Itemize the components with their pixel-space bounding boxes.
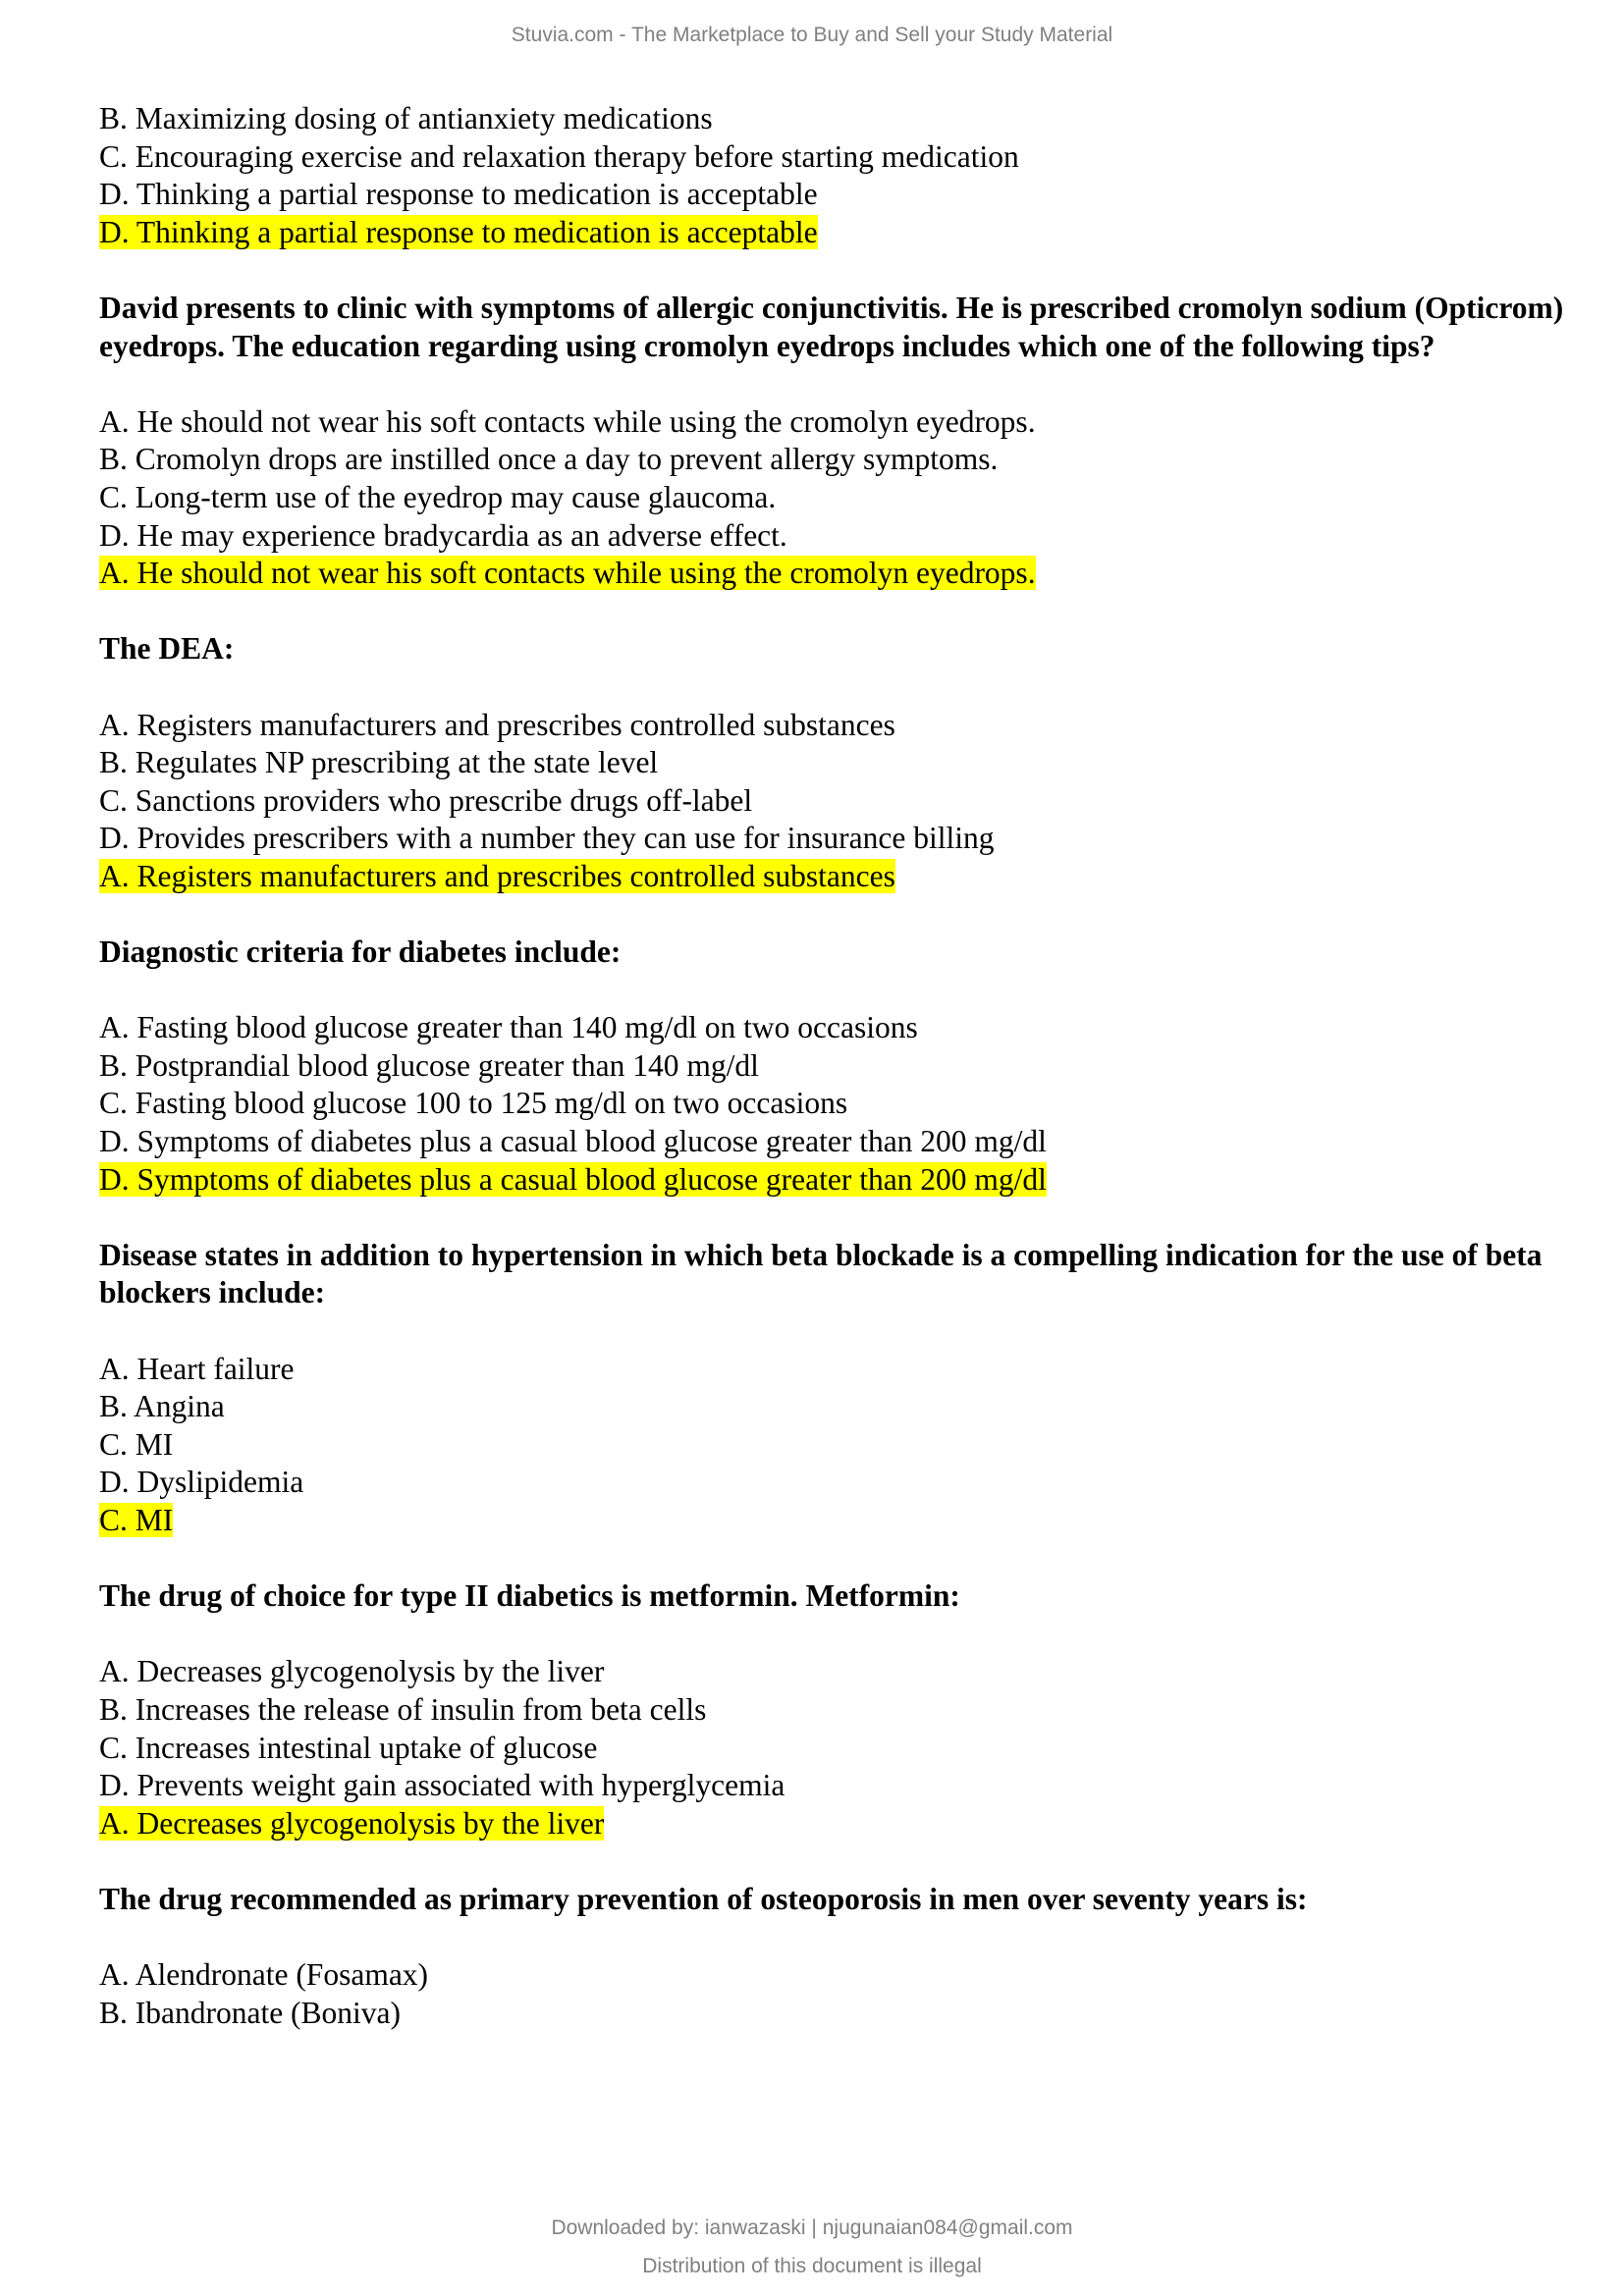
correct-answer xyxy=(99,1502,1592,1540)
answer-option: D. Provides prescribers with a number they can use for insurance billing xyxy=(99,821,995,856)
question-stem: David presents to clinic with symptoms of allergic conjunctivitis. He is prescribed cromolyn sodium (Opticrom) eyedrops. The education regarding using cromolyn eyedrops includes which one of the following tips? xyxy=(99,290,1564,363)
spacer xyxy=(99,668,1592,707)
spacer xyxy=(99,1199,1592,1237)
correct-answer xyxy=(99,1805,1592,1843)
answer-option: A. He should not wear his soft contacts while using the cromolyn eyedrops. xyxy=(99,403,1036,439)
answer-highlight: A. Registers manufacturers and prescribes controlled substances xyxy=(99,858,895,893)
answer-option: D. Dyslipidemia xyxy=(99,1465,304,1500)
answer-option: D. Thinking a partial response to medication is acceptable xyxy=(99,177,818,212)
correct-answer xyxy=(99,555,1592,593)
answer-highlight: D. Thinking a partial response to medication is acceptable xyxy=(99,214,818,249)
answer-option: C. Increases intestinal uptake of glucose xyxy=(99,1730,598,1765)
answer-option: A. Heart failure xyxy=(99,1351,295,1386)
answer-option: A. Alendronate (Fosamax) xyxy=(99,1957,429,1993)
question-stem: Disease states in addition to hypertension in which beta blockade is a compelling indication for the use of beta blockers include: xyxy=(99,1237,1543,1310)
question-stem: The drug recommended as primary prevention of osteoporosis in men over seventy years is: xyxy=(99,1881,1308,1916)
answer-option: A. Fasting blood glucose greater than 140 mg/dl on two occasions xyxy=(99,1010,918,1045)
answer-option: C. Encouraging exercise and relaxation therapy before starting medication xyxy=(99,138,1019,174)
spacer xyxy=(99,251,1592,290)
correct-answer xyxy=(99,858,1592,896)
answer-highlight: C. MI xyxy=(99,1502,174,1537)
answer-option: B. Postprandial blood glucose greater than 140 mg/dl xyxy=(99,1047,759,1083)
question-stem: The DEA: xyxy=(99,631,235,667)
answer-highlight: A. Decreases glycogenolysis by the liver xyxy=(99,1805,605,1841)
answer-option: D. Prevents weight gain associated with hyperglycemia xyxy=(99,1768,785,1803)
answer-option: B. Ibandronate (Boniva) xyxy=(99,1995,402,2030)
spacer xyxy=(99,593,1592,631)
answer-option: B. Regulates NP prescribing at the state level xyxy=(99,745,659,780)
spacer xyxy=(99,972,1592,1010)
answer-option: A. Decreases glycogenolysis by the liver xyxy=(99,1654,605,1689)
footer-downloaded-by: Downloaded by: ianwazaski | njugunaian084@gmail.com xyxy=(551,2216,1073,2239)
spacer xyxy=(99,1540,1592,1578)
spacer xyxy=(99,365,1592,403)
question-stem: The drug of choice for type II diabetics is metformin. Metformin: xyxy=(99,1578,960,1614)
document-body xyxy=(99,100,1592,2032)
question-stem: Diagnostic criteria for diabetes include: xyxy=(99,934,622,970)
spacer xyxy=(99,1616,1592,1654)
correct-answer xyxy=(99,214,1592,252)
spacer xyxy=(99,895,1592,934)
answer-option: B. Angina xyxy=(99,1389,225,1424)
answer-highlight: D. Symptoms of diabetes plus a casual blood glucose greater than 200 mg/dl xyxy=(99,1161,1047,1197)
answer-option: C. Sanctions providers who prescribe drugs off-label xyxy=(99,782,753,818)
page-header: Stuvia.com - The Marketplace to Buy and Sell your Study Material xyxy=(511,24,1113,46)
correct-answer xyxy=(99,1161,1592,1200)
answer-option: D. Symptoms of diabetes plus a casual blood glucose greater than 200 mg/dl xyxy=(99,1124,1047,1159)
answer-option: C. MI xyxy=(99,1426,174,1462)
answer-option: C. Long-term use of the eyedrop may cause glaucoma. xyxy=(99,479,777,514)
answer-option: A. Registers manufacturers and prescribes controlled substances xyxy=(99,707,895,742)
answer-option: B. Maximizing dosing of antianxiety medications xyxy=(99,101,713,135)
spacer xyxy=(99,1919,1592,1957)
spacer xyxy=(99,1842,1592,1881)
spacer xyxy=(99,1312,1592,1351)
answer-option: B. Increases the release of insulin from beta cells xyxy=(99,1691,707,1727)
answer-option: B. Cromolyn drops are instilled once a day to prevent allergy symptoms. xyxy=(99,442,999,477)
answer-option: C. Fasting blood glucose 100 to 125 mg/dl on two occasions xyxy=(99,1086,848,1121)
answer-highlight: A. He should not wear his soft contacts while using the cromolyn eyedrops. xyxy=(99,556,1036,591)
footer-notice: Distribution of this document is illegal xyxy=(642,2255,982,2277)
answer-option: D. He may experience bradycardia as an adverse effect. xyxy=(99,517,787,553)
